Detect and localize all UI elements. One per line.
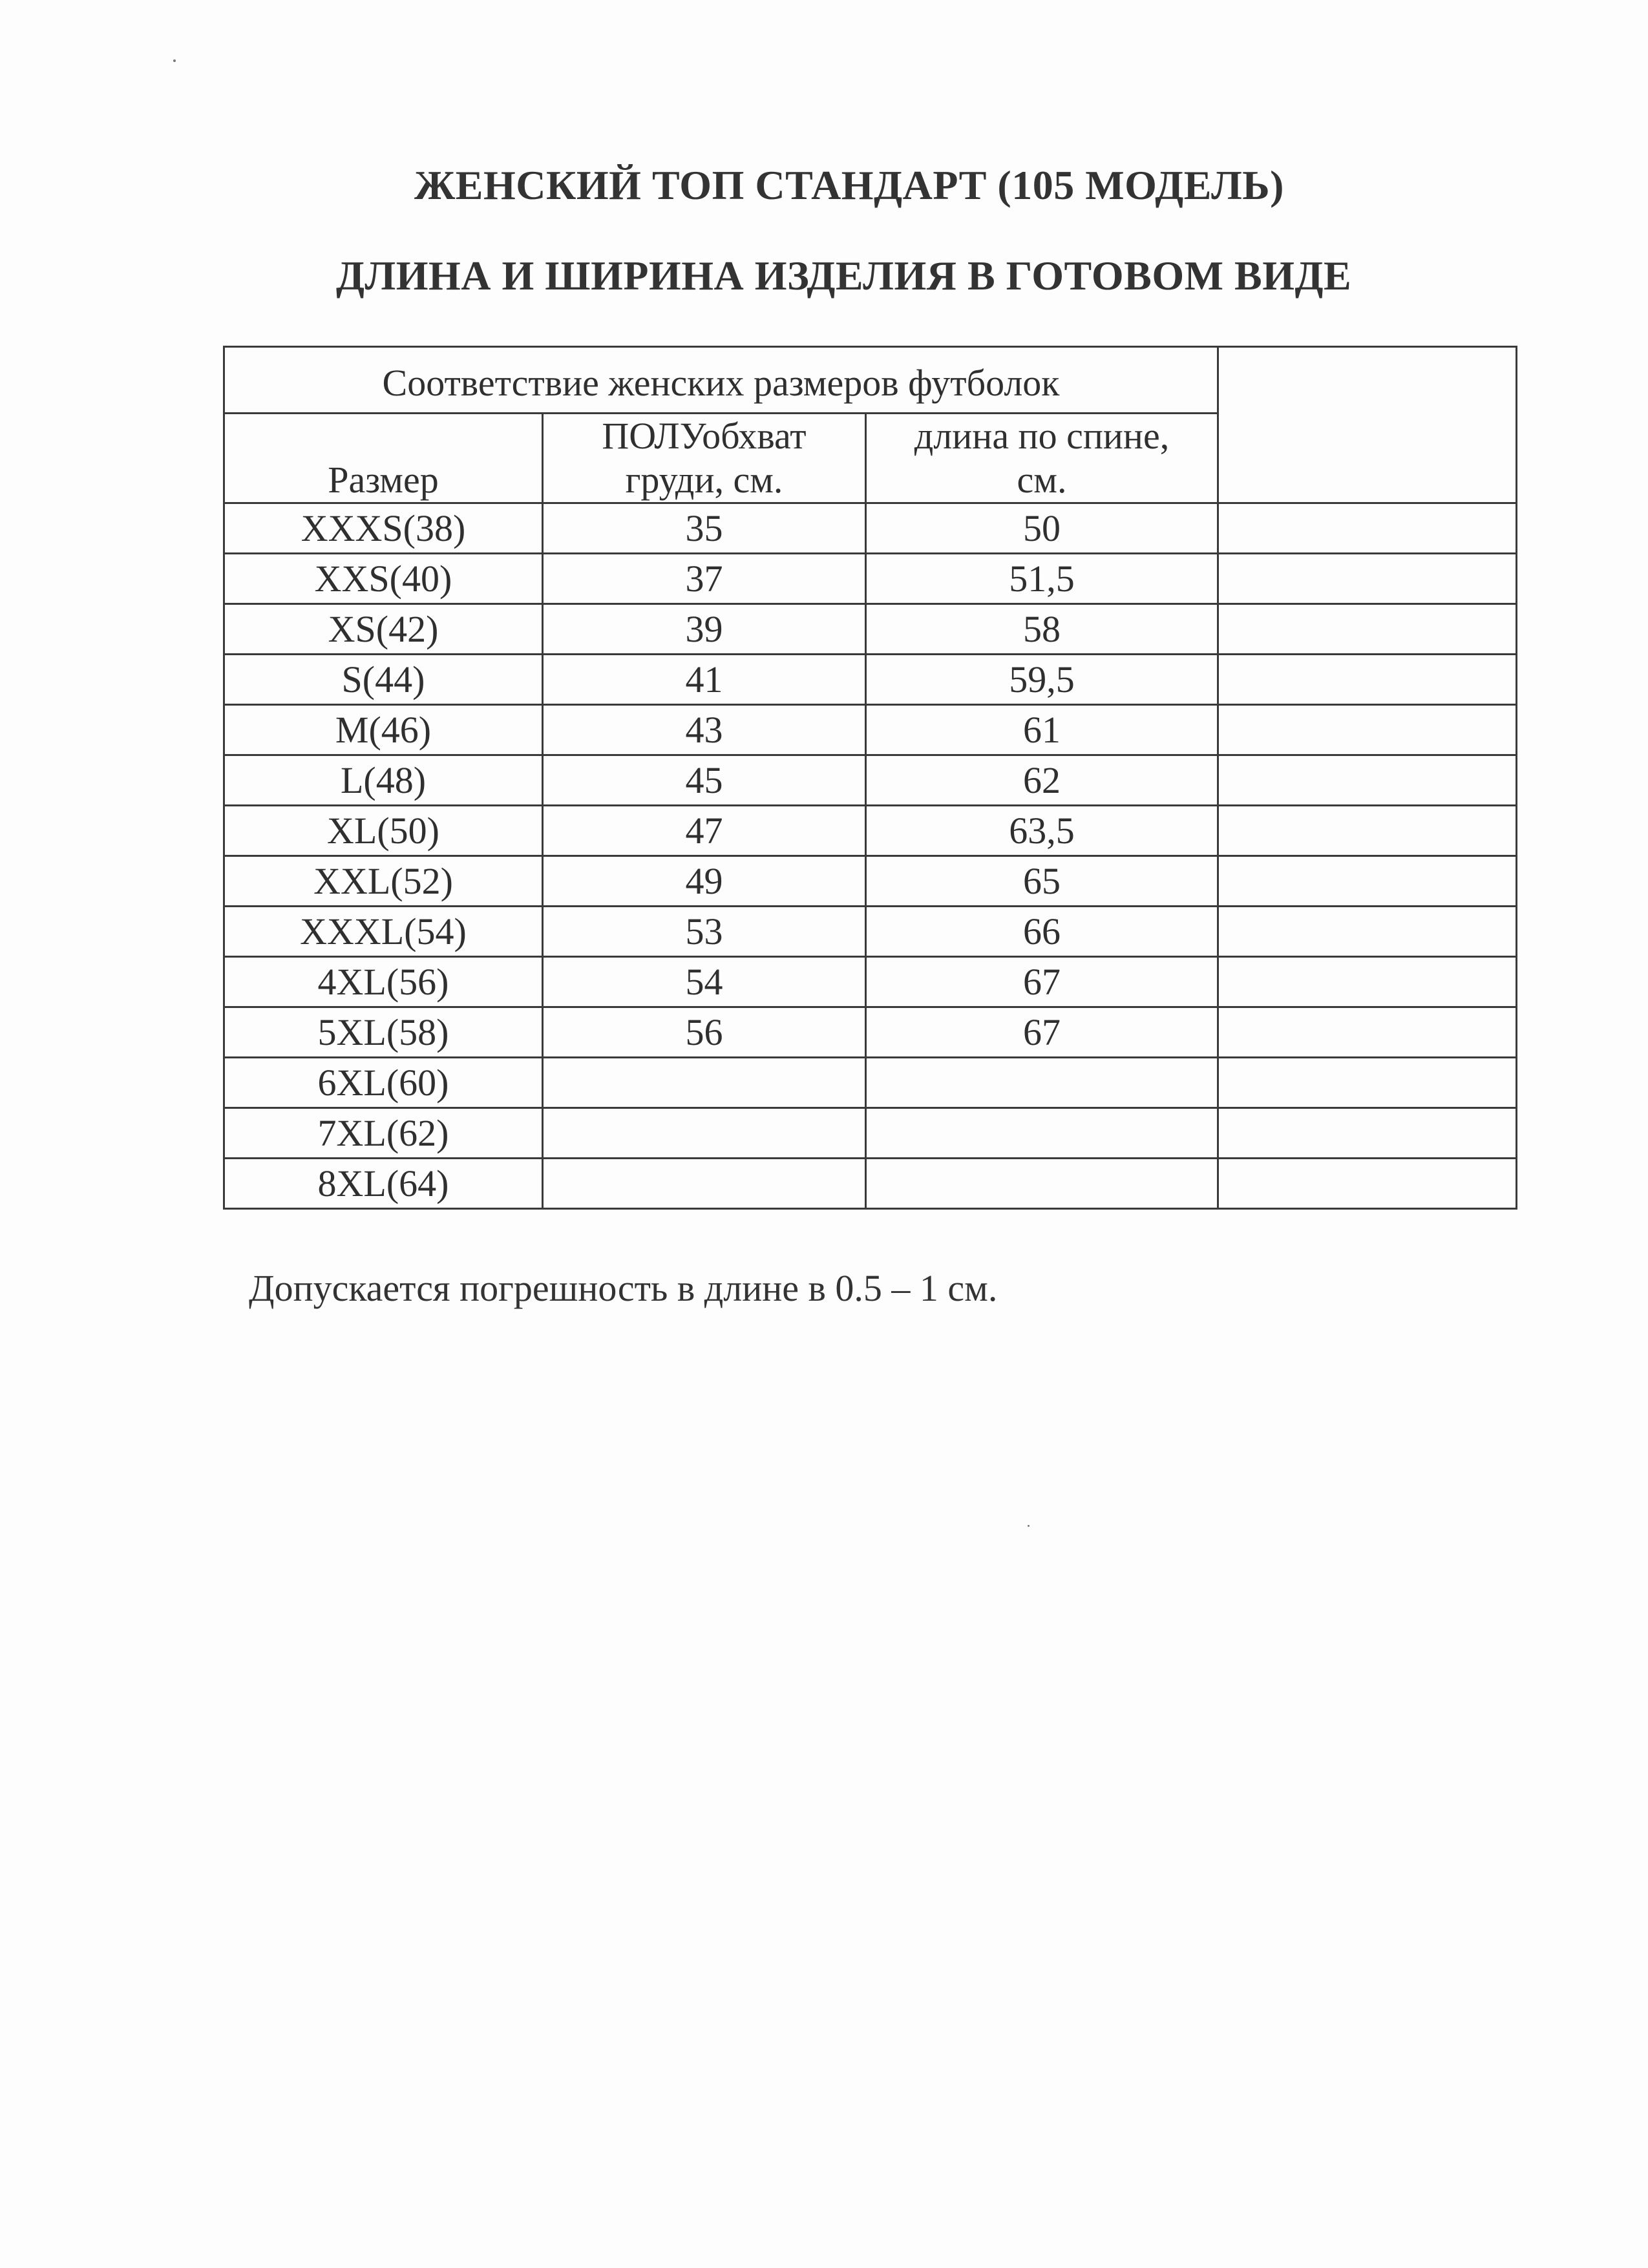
cell-chest (543, 1058, 866, 1108)
cell-chest: 43 (543, 705, 866, 755)
cell-length: 66 (866, 907, 1218, 957)
cell-chest: 47 (543, 806, 866, 856)
table-row (224, 554, 1517, 604)
table-row (224, 604, 1517, 655)
cell-length: 67 (866, 957, 1218, 1007)
cell-blank (1218, 907, 1517, 957)
cell-chest: 49 (543, 856, 866, 907)
cell-size: 8XL(64) (224, 1159, 543, 1209)
table-blank-header-cell (1218, 347, 1517, 503)
cell-length (866, 1108, 1218, 1159)
table-row (224, 806, 1517, 856)
cell-size: 6XL(60) (224, 1058, 543, 1108)
cell-blank (1218, 1108, 1517, 1159)
document-title: ЖЕНСКИЙ ТОП СТАНДАРТ (105 МОДЕЛЬ) (414, 162, 1284, 208)
cell-length (866, 1058, 1218, 1108)
cell-size: XXL(52) (224, 856, 543, 907)
table-row (224, 705, 1517, 755)
cell-blank (1218, 503, 1517, 554)
table-row (224, 907, 1517, 957)
scan-speck (173, 59, 176, 62)
cell-blank (1218, 655, 1517, 705)
table-row (224, 1159, 1517, 1209)
size-table-body (224, 347, 1517, 1209)
cell-size: M(46) (224, 705, 543, 755)
cell-length: 62 (866, 755, 1218, 806)
table-row (224, 856, 1517, 907)
cell-chest: 54 (543, 957, 866, 1007)
cell-chest: 53 (543, 907, 866, 957)
table-row (224, 755, 1517, 806)
table-row (224, 957, 1517, 1007)
cell-size: XXXL(54) (224, 907, 543, 957)
cell-length: 63,5 (866, 806, 1218, 856)
cell-size: XS(42) (224, 604, 543, 655)
table-row (224, 655, 1517, 705)
header-chest-line2: груди, см. (625, 459, 783, 501)
table-caption: Соответствие женских размеров футболок (224, 347, 1218, 414)
cell-length: 50 (866, 503, 1218, 554)
cell-length: 61 (866, 705, 1218, 755)
header-chest-line1: ПОЛУобхват (602, 415, 807, 457)
header-size: Размер (224, 414, 543, 503)
cell-length (866, 1159, 1218, 1209)
cell-chest (543, 1159, 866, 1209)
header-chest (543, 414, 866, 503)
header-length-line1: длина по спине, (914, 415, 1170, 457)
cell-length: 51,5 (866, 554, 1218, 604)
cell-size: XXS(40) (224, 554, 543, 604)
cell-chest: 37 (543, 554, 866, 604)
cell-length: 58 (866, 604, 1218, 655)
size-table (223, 346, 1517, 1210)
cell-size: 4XL(56) (224, 957, 543, 1007)
table-row (224, 1108, 1517, 1159)
cell-blank (1218, 957, 1517, 1007)
cell-chest: 41 (543, 655, 866, 705)
cell-length: 65 (866, 856, 1218, 907)
cell-size: 7XL(62) (224, 1108, 543, 1159)
cell-blank (1218, 1007, 1517, 1058)
cell-chest: 39 (543, 604, 866, 655)
cell-size: 5XL(58) (224, 1007, 543, 1058)
cell-blank (1218, 1058, 1517, 1108)
document-subtitle: ДЛИНА И ШИРИНА ИЗДЕЛИЯ В ГОТОВОМ ВИДЕ (336, 253, 1352, 299)
cell-size: S(44) (224, 655, 543, 705)
table-row (224, 503, 1517, 554)
cell-length: 67 (866, 1007, 1218, 1058)
cell-blank (1218, 755, 1517, 806)
cell-blank (1218, 554, 1517, 604)
cell-chest (543, 1108, 866, 1159)
cell-length: 59,5 (866, 655, 1218, 705)
cell-chest: 56 (543, 1007, 866, 1058)
header-length-line2: см. (1017, 459, 1067, 501)
cell-size: XL(50) (224, 806, 543, 856)
cell-chest: 35 (543, 503, 866, 554)
table-row (224, 1007, 1517, 1058)
table-row (224, 1058, 1517, 1108)
cell-chest: 45 (543, 755, 866, 806)
cell-blank (1218, 856, 1517, 907)
cell-blank (1218, 1159, 1517, 1209)
scan-speck (1028, 1525, 1030, 1527)
table-caption-row (224, 347, 1517, 414)
cell-blank (1218, 806, 1517, 856)
header-length (866, 414, 1218, 503)
tolerance-note: Допускается погрешность в длине в 0.5 – 1 см. (249, 1267, 998, 1309)
cell-blank (1218, 705, 1517, 755)
cell-size: L(48) (224, 755, 543, 806)
cell-size: XXXS(38) (224, 503, 543, 554)
cell-blank (1218, 604, 1517, 655)
